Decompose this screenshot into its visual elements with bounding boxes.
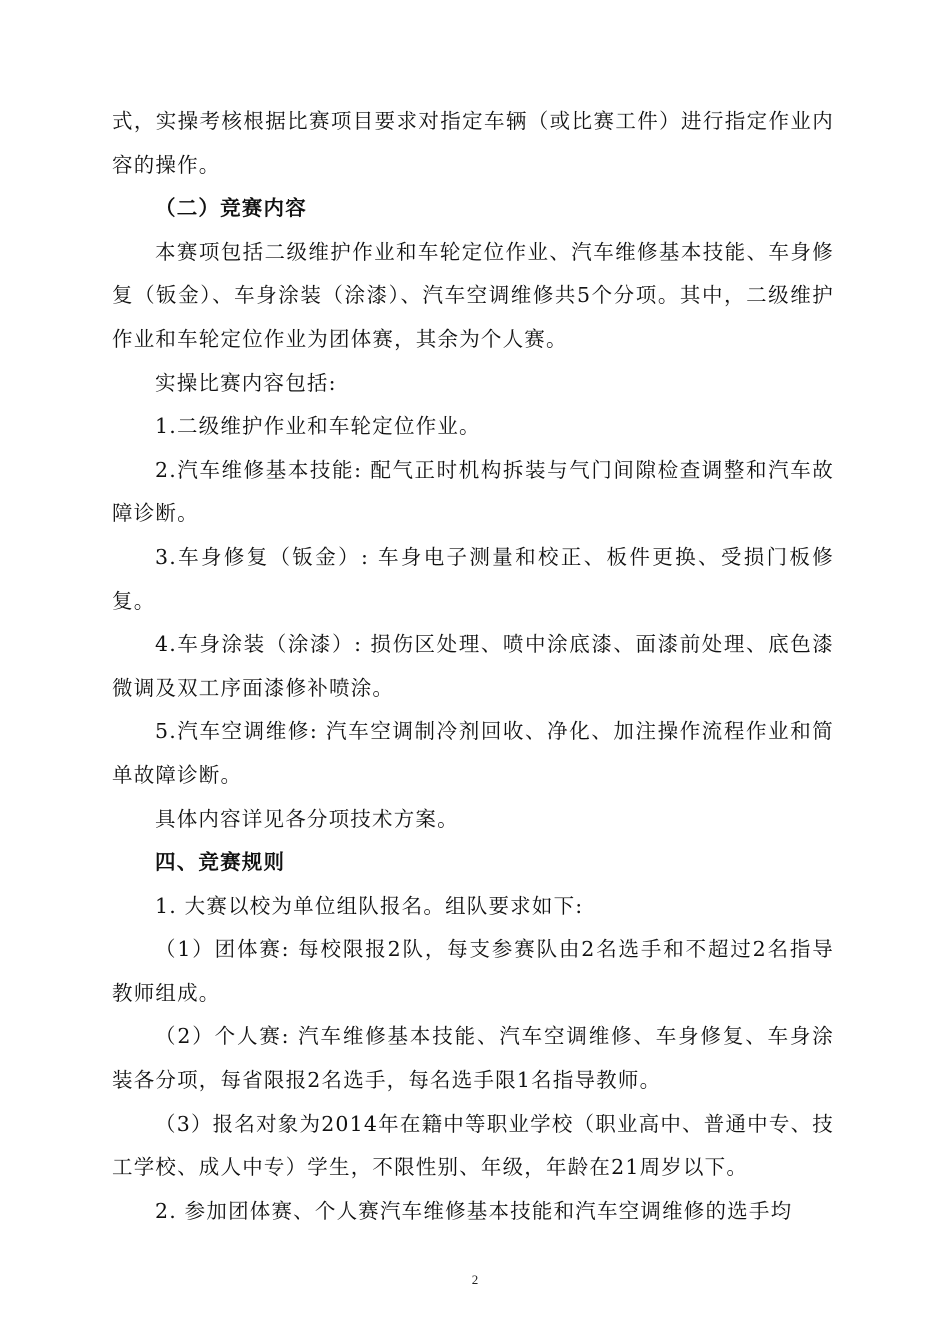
list-item: （1）团体赛: 每校限报2队，每支参赛队由2名选手和不超过2名指导教师组成。 <box>112 937 834 1005</box>
paragraph: 式，实操考核根据比赛项目要求对指定车辆（或比赛工件）进行指定作业内容的操作。 <box>112 109 834 177</box>
paragraph: 具体内容详见各分项技术方案。 <box>155 806 459 831</box>
paragraph: 本赛项包括二级维护作业和车轮定位作业、汽车维修基本技能、车身修复（钣金）、车身涂装（涂漆）、汽车空调维修共5个分项。其中，二级维护作业和车轮定位作业为团体赛，其余为个人赛。 <box>112 239 834 351</box>
paragraph: 实操比赛内容包括: <box>155 370 337 395</box>
document-body <box>112 100 834 1233</box>
list-item: 4.车身涂装（涂漆）: 损伤区处理、喷中涂底漆、面漆前处理、底色漆微调及双工序面漆修补喷涂。 <box>112 632 834 700</box>
list-item: 3.车身修复（钣金）: 车身电子测量和校正、板件更换、受损门板修复。 <box>112 544 834 613</box>
list-item: （2）个人赛: 汽车维修基本技能、汽车空调维修、车身修复、车身涂装各分项，每省限报2名选手，每名选手限1名指导教师。 <box>112 1024 834 1093</box>
list-item: 5.汽车空调维修: 汽车空调制冷剂回收、净化、加注操作流程作业和简单故障诊断。 <box>112 719 834 787</box>
list-item: 1. 大赛以校为单位组队报名。组队要求如下: <box>155 893 584 918</box>
section-heading-competition-content: （二）竞赛内容 <box>155 196 307 221</box>
page-number: 2 <box>471 1272 479 1287</box>
list-item: 2.汽车维修基本技能: 配气正时机构拆装与气门间隙检查调整和汽车故障诊断。 <box>112 457 834 526</box>
list-item: 1.二级维护作业和车轮定位作业。 <box>155 414 481 439</box>
list-item: 2. 参加团体赛、个人赛汽车维修基本技能和汽车空调维修的选手均 <box>155 1198 793 1223</box>
section-heading-competition-rules: 四、竞赛规则 <box>155 850 286 875</box>
list-item: （3）报名对象为2014年在籍中等职业学校（职业高中、普通中专、技工学校、成人中专）学生，不限性别、年级，年龄在21周岁以下。 <box>112 1111 834 1180</box>
